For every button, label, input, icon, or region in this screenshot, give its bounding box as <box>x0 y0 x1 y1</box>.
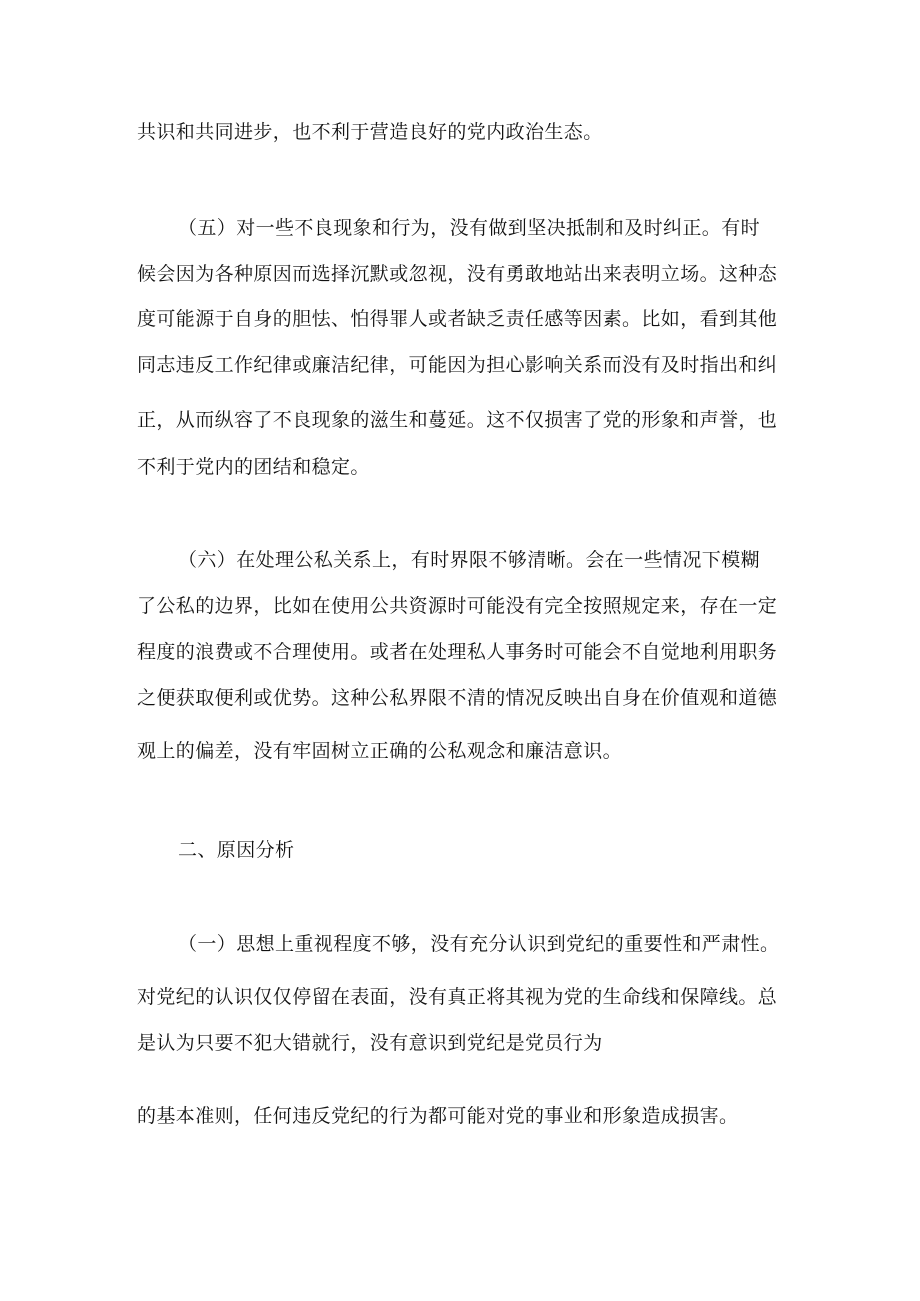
paragraph-line: （六）在处理公私关系上，有时界限不够清晰。会在一些情况下模糊 <box>178 549 761 571</box>
paragraph-line: 之便获取便利或优势。这种公私界限不清的情况反映出自身在价值观和道德 <box>137 687 778 709</box>
paragraph-line: 的基本准则，任何违反党纪的行为都可能对党的事业和形象造成损害。 <box>137 1105 739 1127</box>
section-heading: 二、原因分析 <box>178 839 295 861</box>
paragraph-line: 了公私的边界，比如在使用公共资源时可能没有完全按照规定来，存在一定 <box>137 595 778 617</box>
paragraph-line: （一）思想上重视程度不够，没有充分认识到党纪的重要性和严肃性。 <box>178 933 780 955</box>
paragraph-line: 程度的浪费或不合理使用。或者在处理私人事务时可能会不自觉地利用职务 <box>137 641 778 663</box>
paragraph-line: 候会因为各种原因而选择沉默或忽视，没有勇敢地站出来表明立场。这种态 <box>137 263 778 285</box>
paragraph-line: 是认为只要不犯大错就行，没有意识到党纪是党员行为 <box>137 1032 603 1054</box>
paragraph-line: 观上的偏差，没有牢固树立正确的公私观念和廉洁意识。 <box>137 740 623 762</box>
paragraph-line: 正，从而纵容了不良现象的滋生和蔓延。这不仅损害了党的形象和声誉，也 <box>137 409 778 431</box>
paragraph-line: （五）对一些不良现象和行为，没有做到坚决抵制和及时纠正。有时 <box>178 217 761 239</box>
paragraph-line: 度可能源于自身的胆怯、怕得罪人或者缺乏责任感等因素。比如，看到其他 <box>137 308 778 330</box>
paragraph-line: 不利于党内的团结和稳定。 <box>137 456 370 478</box>
paragraph-line: 对党纪的认识仅仅停留在表面，没有真正将其视为党的生命线和保障线。总 <box>137 986 778 1008</box>
paragraph-line: 共识和共同进步，也不利于营造良好的党内政治生态。 <box>137 121 603 143</box>
paragraph-line: 同志违反工作纪律或廉洁纪律，可能因为担心影响关系而没有及时指出和纠 <box>137 354 778 376</box>
